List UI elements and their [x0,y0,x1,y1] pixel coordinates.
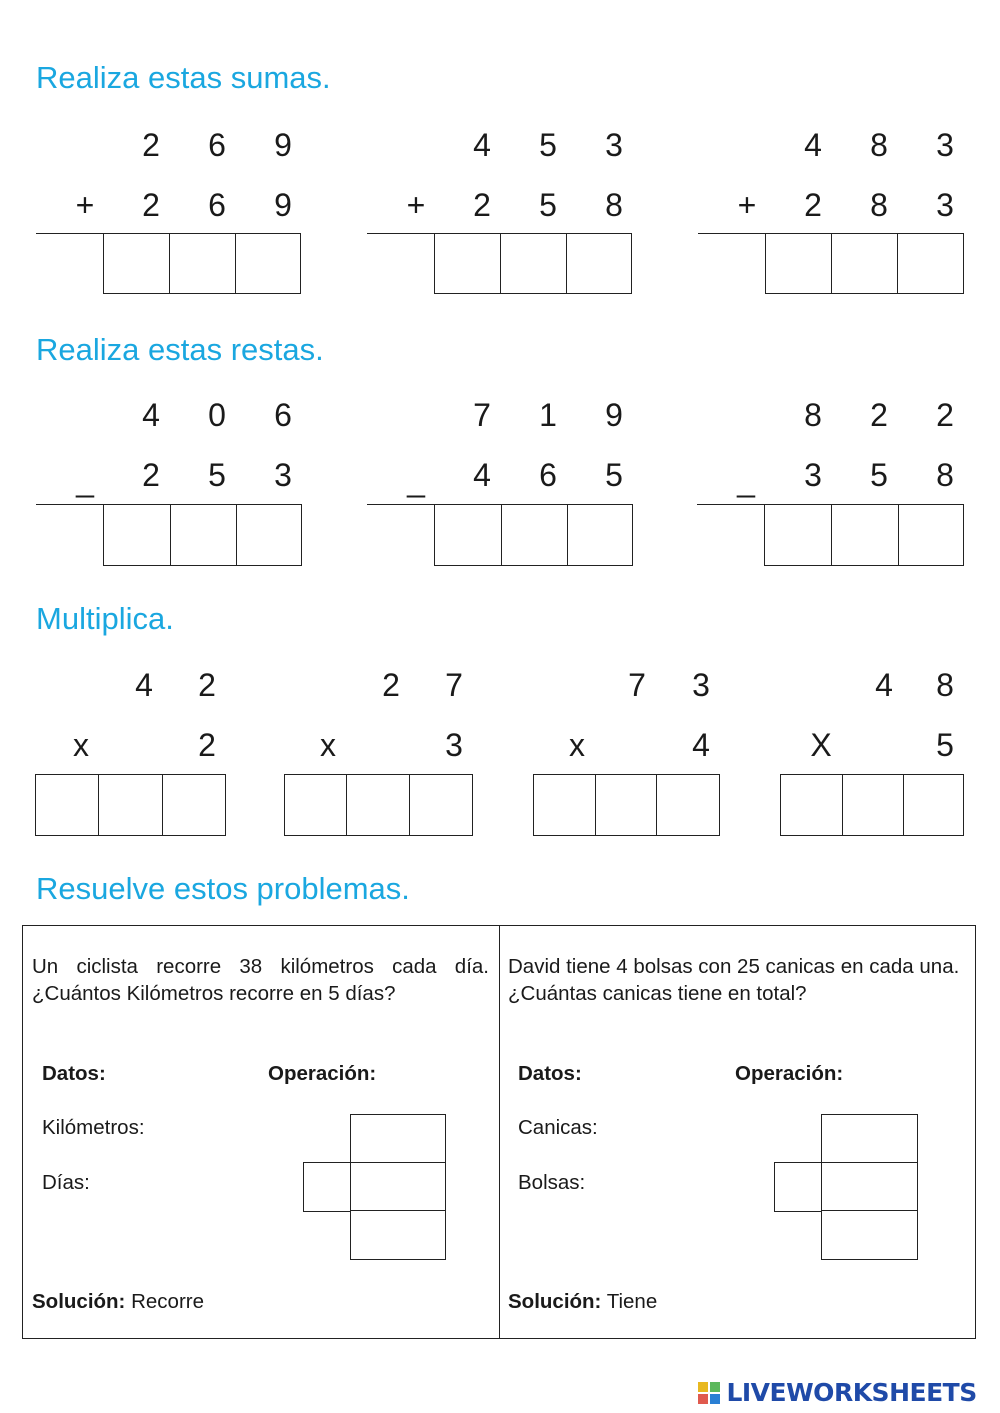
digit: 9 [274,127,292,163]
canicas-label: Canicas: [518,1116,598,1139]
datos-label: Datos: [518,1062,582,1085]
digit: 5 [936,727,954,763]
operacion-label: Operación: [735,1062,844,1085]
times-sign: x [320,727,336,763]
plus-sign: + [75,187,95,223]
result-line [36,233,104,234]
answer-cell-divider [98,775,99,835]
solucion-text: Tiene [606,1290,658,1313]
digit: 4 [875,667,893,703]
answer-boxes[interactable] [284,774,473,836]
times-sign: X [810,727,832,763]
answer-boxes[interactable] [434,504,633,566]
bolsas-label: Bolsas: [518,1171,586,1194]
solucion-text: Recorre [131,1290,205,1313]
answer-cell-divider [656,775,657,835]
digit: 4 [142,397,160,433]
digit: 5 [605,457,623,493]
problem-statement: Un ciclista recorre 38 kilómetros cada día. ¿Cuántos Kilómetros recorre en 5 días? [32,955,489,1005]
minus-sign: _ [737,462,755,498]
digit: 2 [198,727,216,763]
operation-box-middle[interactable] [821,1162,918,1212]
digit: 2 [382,667,400,703]
operacion-label: Operación: [268,1062,377,1085]
kilometros-label: Kilómetros: [42,1116,145,1139]
digit: 2 [142,127,160,163]
answer-boxes[interactable] [764,504,964,566]
digit: 4 [692,727,710,763]
operation-box-carry[interactable] [303,1162,352,1212]
digit: 9 [605,397,623,433]
digit: 3 [936,187,954,223]
answer-cell-divider [169,234,170,293]
plus-sign: + [737,187,757,223]
digit: 3 [274,457,292,493]
answer-cell-divider [500,234,501,293]
answer-cell-divider [409,775,410,835]
answer-cell-divider [898,505,899,565]
digit: 8 [804,397,822,433]
digit: 5 [208,457,226,493]
minus-sign: _ [76,462,94,498]
liveworksheets-logo [698,1378,977,1408]
operation-box-middle[interactable] [350,1162,446,1212]
digit: 3 [605,127,623,163]
digit: 5 [539,187,557,223]
digit: 4 [804,127,822,163]
answer-cell-divider [236,505,237,565]
digit: 8 [870,187,888,223]
digit: 3 [936,127,954,163]
operation-box-top[interactable] [350,1114,446,1164]
dias-label: Días: [42,1171,90,1194]
problems-divider [499,926,500,1338]
answer-boxes[interactable] [434,233,632,294]
result-line [367,504,435,505]
digit: 6 [208,127,226,163]
answer-cell-divider [831,505,832,565]
times-sign: x [73,727,89,763]
digit: 9 [274,187,292,223]
digit: 8 [605,187,623,223]
plus-sign: + [406,187,426,223]
solucion-label: Solución: [508,1290,602,1313]
answer-cell-divider [170,505,171,565]
digit: 7 [473,397,491,433]
digit: 3 [445,727,463,763]
heading-multiplica: Multiplica. [36,601,174,636]
digit: 8 [870,127,888,163]
answer-boxes[interactable] [533,774,720,836]
operation-box-carry[interactable] [774,1162,823,1212]
solution-line [32,1290,204,1314]
digit: 3 [804,457,822,493]
answer-cell-divider [501,505,502,565]
digit: 4 [473,127,491,163]
digit: 0 [208,397,226,433]
digit: 2 [870,397,888,433]
answer-cell-divider [842,775,843,835]
digit: 2 [198,667,216,703]
answer-boxes[interactable] [780,774,964,836]
answer-boxes[interactable] [765,233,964,294]
answer-cell-divider [566,234,567,293]
digit: 2 [142,187,160,223]
problem-statement: David tiene 4 bolsas con 25 canicas en cada una. ¿Cuántas canicas tiene en total? [508,955,960,1005]
digit: 4 [135,667,153,703]
digit: 6 [539,457,557,493]
solucion-label: Solución: [32,1290,126,1313]
digit: 5 [539,127,557,163]
logo-text: LIVEWORKSHEETS [726,1378,977,1407]
result-line [698,233,766,234]
datos-label: Datos: [42,1062,106,1085]
answer-cell-divider [595,775,596,835]
digit: 2 [142,457,160,493]
answer-boxes[interactable] [103,504,302,566]
digit: 8 [936,457,954,493]
digit: 2 [804,187,822,223]
result-line [36,504,104,505]
digit: 4 [473,457,491,493]
answer-cell-divider [831,234,832,293]
digit: 6 [274,397,292,433]
digit: 8 [936,667,954,703]
digit: 7 [445,667,463,703]
operation-box-top[interactable] [821,1114,918,1164]
result-line [367,233,435,234]
answer-cell-divider [235,234,236,293]
digit: 6 [208,187,226,223]
answer-cell-divider [162,775,163,835]
heading-sumas: Realiza estas sumas. [36,60,331,95]
heading-problemas: Resuelve estos problemas. [36,871,410,906]
operation-box-result[interactable] [350,1210,446,1260]
digit: 7 [628,667,646,703]
logo-icon [698,1382,720,1404]
digit: 5 [870,457,888,493]
minus-sign: _ [407,462,425,498]
answer-cell-divider [567,505,568,565]
solution-line [508,1290,657,1314]
heading-restas: Realiza estas restas. [36,332,324,367]
answer-boxes[interactable] [103,233,301,294]
operation-box-result[interactable] [821,1210,918,1260]
answer-cell-divider [346,775,347,835]
digit: 2 [936,397,954,433]
digit: 2 [473,187,491,223]
answer-cell-divider [903,775,904,835]
answer-boxes[interactable] [35,774,226,836]
times-sign: x [569,727,585,763]
result-line [697,504,765,505]
answer-cell-divider [897,234,898,293]
digit: 1 [539,397,557,433]
digit: 3 [692,667,710,703]
